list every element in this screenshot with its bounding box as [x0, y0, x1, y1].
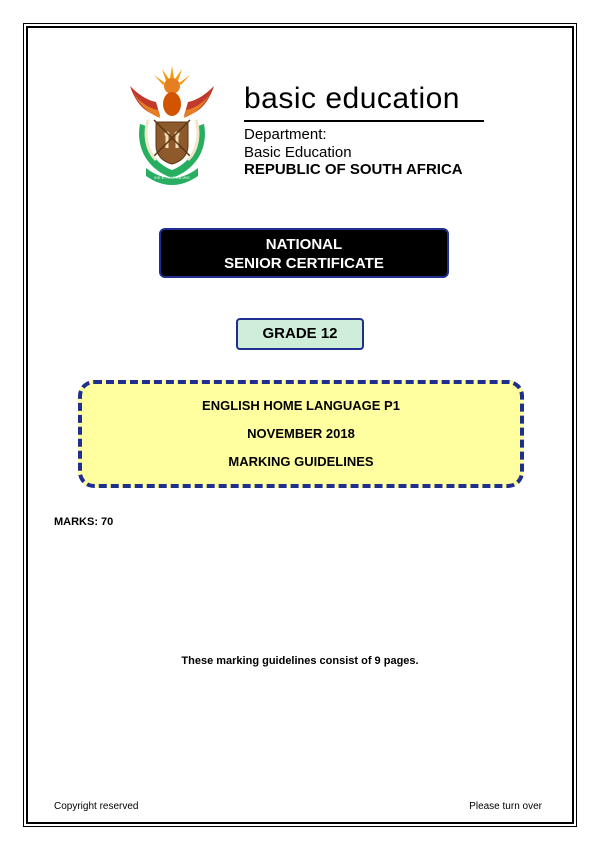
certificate-banner	[159, 228, 449, 278]
department-label: Department:	[244, 126, 327, 143]
grade-badge: GRADE 12	[236, 318, 364, 350]
total-marks: MARKS: 70	[54, 516, 114, 528]
certificate-line-2: SENIOR CERTIFICATE	[224, 255, 384, 272]
brand-underline	[244, 120, 484, 122]
footer-turn-over: Please turn over	[469, 801, 542, 812]
country-name: REPUBLIC OF SOUTH AFRICA	[244, 161, 463, 178]
coat-of-arms-icon	[126, 64, 218, 186]
department-name	[244, 126, 352, 162]
certificate-line-1: NATIONAL	[265, 236, 343, 253]
paper-type: MARKING GUIDELINES	[228, 454, 374, 469]
department-title: Basic Education	[244, 144, 352, 161]
footer-copyright: Copyright reserved	[54, 801, 139, 812]
paper-subject: ENGLISH HOME LANGUAGE P1	[202, 398, 400, 413]
paper-session: NOVEMBER 2018	[247, 426, 355, 441]
paper-info-box	[78, 380, 524, 488]
page-count-note: These marking guidelines consist of 9 pages.	[181, 655, 419, 667]
crest-motto: !KE E: /XARRA //KE	[154, 175, 190, 180]
brand-title: basic education	[244, 82, 460, 115]
